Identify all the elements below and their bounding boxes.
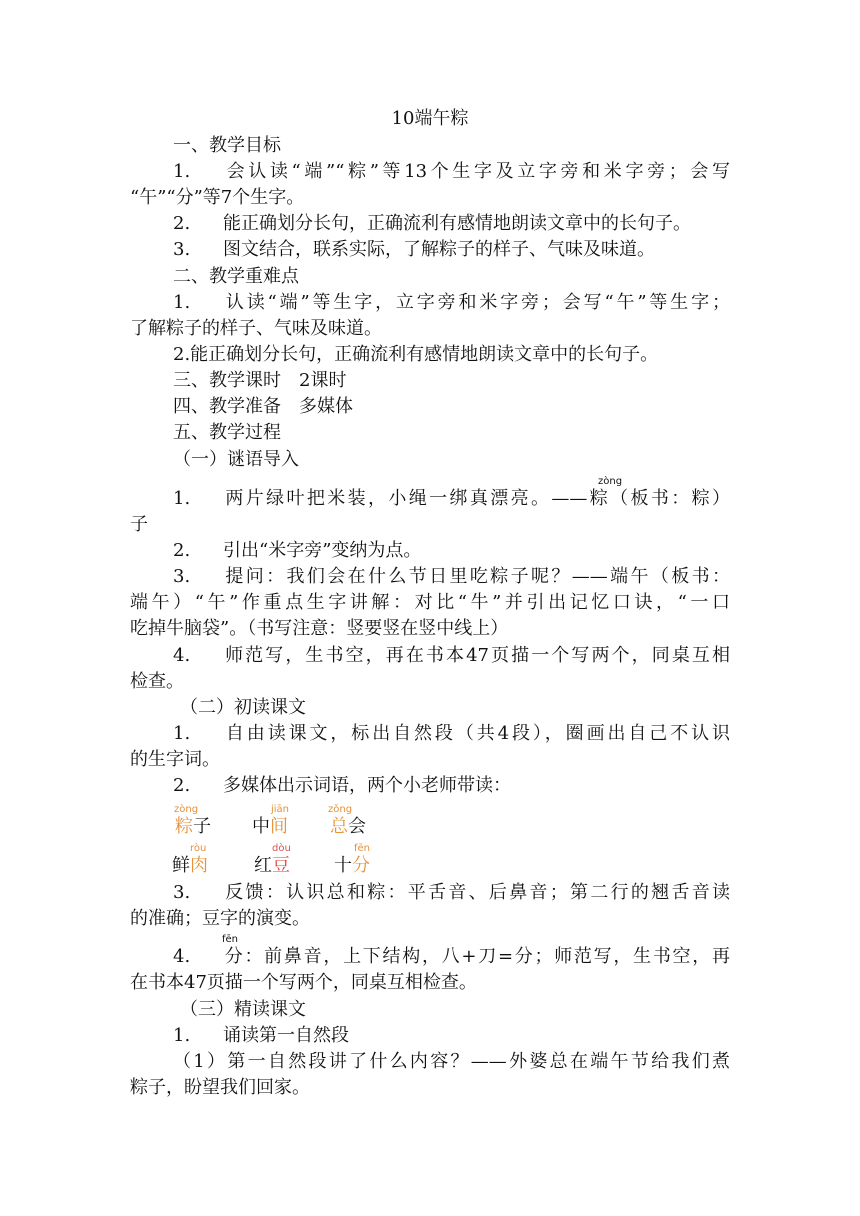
subsection-heading: （三）精读课文	[180, 999, 306, 1020]
paragraph-text: 提问：我们会在什么节日里吃粽子呢？——端午（板书：	[223, 566, 730, 587]
list-number: 1.	[173, 1025, 191, 1046]
paragraph	[173, 564, 730, 590]
list-number: 1.	[173, 723, 191, 744]
pinyin-annotation: zòng	[174, 804, 199, 815]
pinyin-annotation: fēn	[222, 934, 239, 945]
document-title: 10端午粽	[391, 108, 469, 129]
section-heading: 二、教学重难点	[173, 266, 299, 287]
paragraph: 的生字词。	[130, 749, 220, 770]
word-char: 豆	[272, 855, 290, 876]
paragraph	[173, 1023, 773, 1049]
word-char: 红	[254, 855, 272, 876]
pinyin-annotation: zǒng	[328, 804, 353, 815]
word-char: 分	[352, 855, 370, 876]
paragraph-text: 自由读课文，标出自然段（共4段），圈画出自己不认识	[223, 723, 730, 744]
pinyin-annotation: fēn	[354, 843, 371, 854]
word-item	[175, 814, 211, 840]
word-item	[334, 853, 370, 879]
paragraph: 2.能正确划分长句，正确流利有感情地朗读文章中的长句子。	[173, 344, 659, 365]
list-number: 3.	[173, 239, 191, 260]
paragraph: 吃掉牛脑袋”。（书写注意：竖要竖在竖中线上）	[130, 618, 509, 639]
paragraph	[173, 486, 730, 512]
section-heading: 一、教学目标	[173, 135, 281, 156]
pinyin-annotation: zòng	[598, 476, 623, 487]
word-item	[254, 853, 290, 879]
paragraph	[173, 944, 730, 970]
paragraph: （1）第一自然段讲了什么内容？——外婆总在端午节给我们煮	[173, 1051, 730, 1072]
word-char: 子	[193, 816, 211, 837]
list-number: 1.	[173, 161, 191, 182]
paragraph-text: 两片绿叶把米装，小绳一绑真漂亮。——粽（板书：粽）	[223, 488, 730, 509]
pinyin-annotation: dòu	[272, 843, 291, 854]
list-number: 4.	[173, 946, 191, 967]
word-char: 肉	[190, 855, 208, 876]
list-number: 4.	[173, 645, 191, 666]
paragraph-text: 认读“端”等生字，立字旁和米字旁；会写“午”等生字；	[223, 292, 730, 313]
paragraph: 在书本47页描一个写两个，同桌互相检查。	[130, 972, 477, 993]
word-item	[252, 814, 288, 840]
paragraph	[173, 159, 730, 185]
word-item	[172, 853, 208, 879]
paragraph-text: 图文结合，联系实际，了解粽子的样子、气味及味道。	[223, 239, 655, 260]
paragraph-text: 会认读“端”“粽”等13个生字及立字旁和米字旁；会写	[223, 161, 730, 182]
word-char: 十	[334, 855, 352, 876]
list-number: 3.	[173, 566, 191, 587]
list-number: 1.	[173, 292, 191, 313]
paragraph	[173, 538, 773, 564]
paragraph: 的准确；豆字的演变。	[130, 908, 310, 929]
paragraph: 端午）“午”作重点生字讲解：对比“牛”并引出记忆口诀，“一口	[130, 592, 730, 613]
paragraph: 子	[130, 514, 148, 535]
word-char: 粽	[175, 816, 193, 837]
list-number: 2.	[173, 775, 191, 796]
paragraph: 检查。	[130, 671, 184, 692]
paragraph	[173, 237, 773, 263]
paragraph-text: 引出“米字旁”变纳为点。	[223, 540, 422, 561]
word-char: 鲜	[172, 855, 190, 876]
paragraph-text: 分：前鼻音，上下结构，八+刀=分；师范写，生书空，再	[223, 946, 730, 967]
list-number: 2.	[173, 540, 191, 561]
paragraph	[173, 643, 730, 669]
word-char: 中	[252, 816, 270, 837]
paragraph-text: 多媒体出示词语，两个小老师带读：	[223, 775, 511, 796]
list-number: 2.	[173, 213, 191, 234]
paragraph: 粽子，盼望我们回家。	[130, 1077, 310, 1098]
paragraph	[173, 773, 773, 799]
word-char: 间	[270, 816, 288, 837]
subsection-heading: （一）谜语导入	[173, 449, 299, 470]
paragraph: “午”“分”等7个生字。	[130, 187, 305, 208]
word-item	[330, 814, 366, 840]
paragraph-text: 能正确划分长句，正确流利有感情地朗读文章中的长句子。	[223, 213, 691, 234]
word-char: 总	[330, 816, 348, 837]
section-heading: 五、教学过程	[173, 422, 281, 443]
word-char: 会	[348, 816, 366, 837]
list-number: 1.	[173, 488, 191, 509]
pinyin-annotation: jiān	[271, 804, 290, 815]
paragraph: 了解粽子的样子、气味及味道。	[130, 318, 382, 339]
paragraph-text: 诵读第一自然段	[223, 1025, 349, 1046]
section-heading: 四、教学准备 多媒体	[173, 396, 353, 417]
paragraph-text: 反馈：认识总和粽：平舌音、后鼻音；第二行的翘舌音读	[223, 882, 730, 903]
section-heading: 三、教学课时 2课时	[173, 370, 347, 391]
paragraph-text: 师范写，生书空，再在书本47页描一个写两个，同桌互相	[223, 645, 730, 666]
subsection-heading: （二）初读课文	[180, 697, 306, 718]
pinyin-annotation: ròu	[190, 843, 207, 854]
list-number: 3.	[173, 882, 191, 903]
paragraph	[173, 290, 730, 316]
paragraph	[173, 721, 730, 747]
paragraph	[173, 211, 733, 237]
paragraph	[173, 880, 730, 906]
